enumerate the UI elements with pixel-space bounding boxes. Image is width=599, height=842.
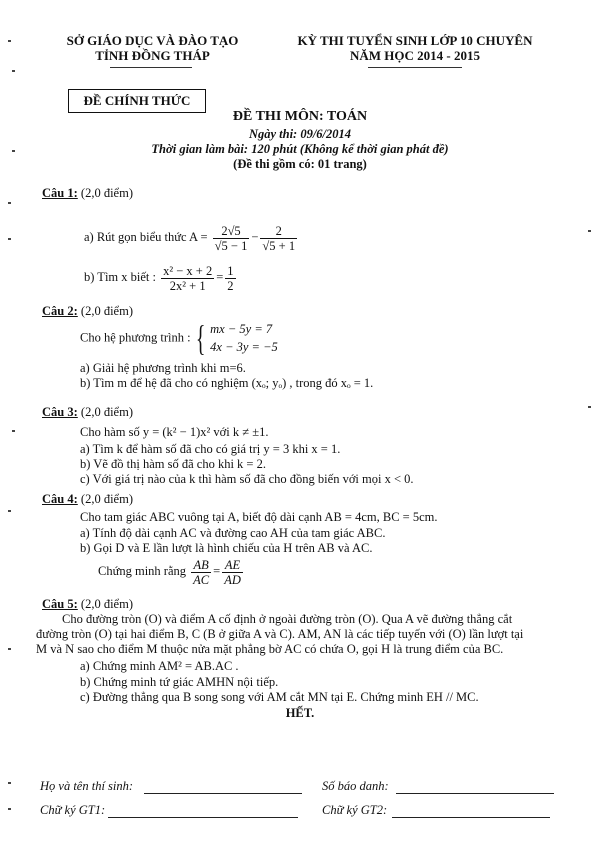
system-brace: { xyxy=(195,318,206,358)
fraction-4-left xyxy=(191,558,211,587)
fraction-numerator: 2 xyxy=(260,224,297,239)
question-1b xyxy=(84,262,238,293)
province-name: TỈNH ĐỒNG THÁP xyxy=(95,48,210,63)
question-1a-text: a) Rút gọn biểu thức xyxy=(84,230,187,244)
header-left-underline xyxy=(110,67,192,68)
fraction-numerator: 2√5 xyxy=(213,224,250,239)
question-4a: a) Tính độ dài cạnh AC và đường cao AH của tam giác ABC. xyxy=(80,526,386,540)
question-5-para-1: Cho đường tròn (O) và điểm A cố định ở ngoài đường tròn (O). Qua A vẽ đường thẳng cắt xyxy=(62,612,513,626)
candidate-number-label: Số báo danh: xyxy=(322,779,389,793)
question-5-para-2: đường tròn (O) tại hai điểm B, C (B ở giữa A và C). AM, AN là các tiếp tuyến với (O) lần lượt tại xyxy=(36,627,524,641)
fraction-numerator: 1 xyxy=(227,263,234,278)
question-4-points: (2,0 điểm) xyxy=(80,492,133,506)
question-2-heading xyxy=(42,304,133,319)
question-2-points: (2,0 điểm) xyxy=(80,304,133,318)
equation-2: 4x − 3y = −5 xyxy=(210,340,278,354)
signature-1-label: Chữ ký GT1: xyxy=(40,803,106,817)
question-2b: b) Tìm m để hệ đã cho có nghiệm (xₒ; yₒ) , trong đó xₒ = 1. xyxy=(80,376,374,390)
question-4-heading xyxy=(42,492,133,507)
candidate-name-field[interactable] xyxy=(144,793,302,794)
question-5-para-3: M và N sao cho điểm M thuộc nửa mặt phẳng bờ AC có chứa O, gọi H là trung điểm của BC. xyxy=(36,642,504,656)
minus-sign: − xyxy=(251,230,259,244)
exam-name: KỲ THI TUYỂN SINH LỚP 10 CHUYÊN xyxy=(297,33,533,48)
equation-1: mx − 5y = 7 xyxy=(210,322,273,336)
question-1b-text: b) Tìm x biết : xyxy=(84,270,156,284)
fraction-numerator: x² − x + 2 xyxy=(163,263,213,278)
official-label: ĐỀ CHÍNH THỨC xyxy=(83,93,191,108)
question-5-label: Câu 5: xyxy=(42,597,78,611)
question-3-intro: Cho hàm số y = (k² − 1)x² với k ≠ ±1. xyxy=(80,425,269,439)
equals-sign: = xyxy=(216,270,224,284)
question-1-label: Câu 1: xyxy=(42,186,78,200)
question-1-heading xyxy=(42,186,133,201)
question-2a: a) Giải hệ phương trình khi m=6. xyxy=(80,361,246,375)
question-3-heading xyxy=(42,405,133,420)
fraction-1a-first xyxy=(213,224,250,253)
fraction-numerator: AB xyxy=(191,558,211,573)
fraction-1b-left xyxy=(161,264,214,293)
question-4b: b) Gọi D và E lần lượt là hình chiếu của H trên AB và AC. xyxy=(80,541,373,555)
exam-date: Ngày thi: 09/6/2014 xyxy=(248,127,352,141)
proof-label: Chứng minh rằng xyxy=(98,564,187,578)
question-1a-lhs: A = xyxy=(189,230,208,244)
fraction-denominator: AC xyxy=(193,572,210,587)
fraction-1a-second xyxy=(260,224,297,253)
candidate-number-field[interactable] xyxy=(396,793,554,794)
fraction-denominator: 2 xyxy=(227,278,234,293)
question-5a: a) Chứng minh AM² = AB.AC . xyxy=(80,659,239,673)
school-year: NĂM HỌC 2014 - 2015 xyxy=(350,48,480,63)
exam-duration: Thời gian làm bài: 120 phút (Không kể thời gian phát đề) xyxy=(151,142,449,156)
question-5c: c) Đường thẳng qua B song song với AM cắt MN tại E. Chứng minh EH // MC. xyxy=(80,690,479,704)
question-3a: a) Tìm k để hàm số đã cho có giá trị y = 3 khi x = 1. xyxy=(80,442,341,456)
fraction-denominator: √5 − 1 xyxy=(214,238,248,253)
equation-system xyxy=(210,320,278,356)
signature-2-label: Chữ ký GT2: xyxy=(322,803,388,817)
question-2-intro: Cho hệ phương trình : xyxy=(80,330,191,345)
question-4-proof xyxy=(98,556,245,587)
fraction-numerator: AE xyxy=(222,558,243,573)
department-name: SỞ GIÁO DỤC VÀ ĐÀO TẠO xyxy=(66,33,239,48)
question-1-points: (2,0 điểm) xyxy=(80,186,133,200)
question-4-label: Câu 4: xyxy=(42,492,78,506)
question-5-points: (2,0 điểm) xyxy=(80,597,133,611)
question-3b: b) Vẽ đồ thị hàm số đã cho khi k = 2. xyxy=(80,457,266,471)
header-right-underline xyxy=(368,67,462,68)
equals-sign: = xyxy=(213,564,221,578)
question-3c: c) Với giá trị nào của k thì hàm số đã cho đồng biến với mọi x < 0. xyxy=(80,472,414,486)
fraction-denominator: √5 + 1 xyxy=(262,238,296,253)
question-1a xyxy=(84,222,299,253)
fraction-denominator: 2x² + 1 xyxy=(169,278,206,293)
fraction-1b-right xyxy=(225,264,235,293)
fraction-denominator: AD xyxy=(224,572,241,587)
question-5b: b) Chứng minh tứ giác AMHN nội tiếp. xyxy=(80,675,279,689)
subject-title: ĐỀ THI MÔN: TOÁN xyxy=(232,109,368,124)
question-3-points: (2,0 điểm) xyxy=(80,405,133,419)
signature-2-field[interactable] xyxy=(392,817,550,818)
question-2-system xyxy=(80,320,278,356)
question-4-intro: Cho tam giác ABC vuông tại A, biết độ dài cạnh AB = 4cm, BC = 5cm. xyxy=(80,510,438,524)
candidate-name-label: Họ và tên thí sinh: xyxy=(40,779,134,793)
question-5-heading xyxy=(42,597,133,612)
fraction-4-right xyxy=(222,558,243,587)
question-2-label: Câu 2: xyxy=(42,304,78,318)
signature-1-field[interactable] xyxy=(108,817,298,818)
question-3-label: Câu 3: xyxy=(42,405,78,419)
end-marker: HẾT. xyxy=(285,706,315,720)
page-count: (Đề thi gồm có: 01 trang) xyxy=(233,157,367,171)
